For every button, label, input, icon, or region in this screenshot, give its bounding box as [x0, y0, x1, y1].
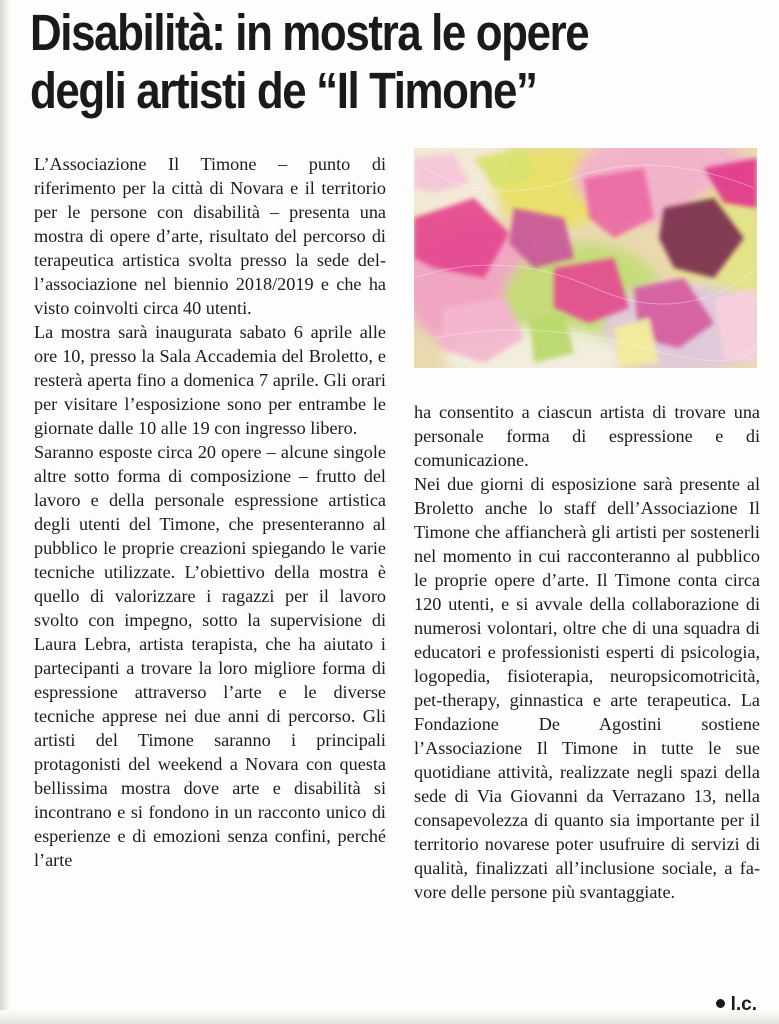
abstract-painting-image [414, 148, 757, 368]
headline-line-2: degli artisti de “Il Timone” [30, 62, 537, 119]
page-edge-shadow [0, 0, 10, 1024]
article-column-right [414, 400, 760, 904]
article-headline [30, 4, 658, 120]
paragraph: ha consentito a ciascun artista di trovare una personale forma di espressione e di comunicazione. [414, 402, 760, 470]
page-bottom-shadow [0, 1010, 779, 1024]
paragraph: Nei due giorni di esposizione sarà presente al Broletto anche lo staff dell’Associazione Il Timone che affiancherà gli artisti per sostenerli nel momento in cui racconteranno al pubblico le proprie opere d’arte. Il Timone conta circa 120 utenti, e si avvale della collaborazione di numerosi volontari, oltre che di una squadra di educatori e professionisti esperti di psicologia, logopedia, fisioterapia, neuropsicomotricità, pet-therapy, ginnastica e arte terapeutica. La Fondazione De Agostini sostiene l’Associazione Il Timone in tutte le sue quotidiane attività, realizzate negli spazi della sede di Via Giovanni da Verrazano 13, nella consapevolezza di quanto sia importante per il territorio novarese poter usufruire di servizi di qualità, finalizzati all’inclusione sociale, a favore delle persone più svantaggiate. [414, 474, 760, 902]
headline-line-1: Disabilità: in mostra le opere [30, 4, 589, 61]
signature-text: l.c. [730, 994, 757, 1015]
paragraph: La mostra sarà inaugurata sabato 6 aprile alle ore 10, presso la Sala Accademia del Broletto, e resterà aperta fino a domenica 7 aprile. Gli orari per visitare l’esposizione sono per entrambe le giornate dalle 10 alle 19 con ingresso libero. [34, 322, 386, 438]
paragraph: Saranno esposte circa 20 opere – alcune singole altre sotto forma di composizione – frutto del lavoro e della personale espressione artistica degli utenti del Timone, che presenteranno al pubblico le proprie creazioni spiegando le varie tecniche utilizzate. L’obiettivo della mostra è quello di valorizzare i ragazzi per il lavoro svolto con impegno, sotto la supervisione di Laura Lebra, artista terapista, che ha aiutato i partecipanti a trovare la loro migliore forma di espressione attraverso l’arte e le diverse tecniche apprese nei due anni di percorso. Gli artisti del Timone saranno i principali protagonisti del weekend a Novara con questa bellissima mostra dove arte e disabilità si incontrano e si fondono in un racconto unico di esperienze e di emozioni senza confini, perché l’arte [34, 442, 386, 870]
bullet-icon [716, 999, 725, 1008]
paragraph: L’Associazione Il Timone – punto di riferimento per la città di Novara e il territorio per le persone con disabilità – presenta una mostra di opere d’arte, risultato del percorso di terapeutica artistica svolta presso la sede dell’associazione nel biennio 2018/2019 e che ha visto coinvolti circa 40 utenti. [34, 154, 386, 318]
article-column-left [34, 152, 386, 872]
author-signature [716, 994, 757, 1016]
